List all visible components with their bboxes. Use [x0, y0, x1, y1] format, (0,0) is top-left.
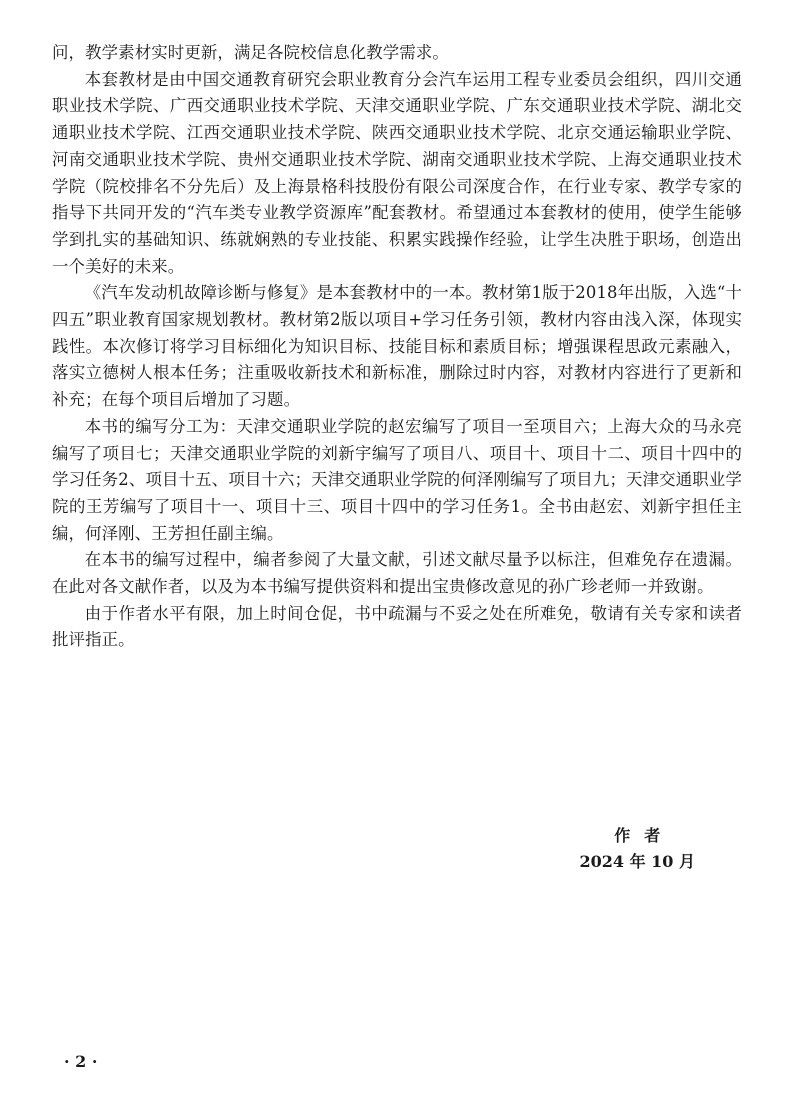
page-number: · 2 ·: [64, 1052, 98, 1071]
paragraph-closing: 由于作者水平有限，加上时间仓促，书中疏漏与不妥之处在所难免，敬请有关专家和读者批评指正。: [52, 603, 742, 650]
paragraph-author-division: 本书的编写分工为：天津交通职业学院的赵宏编写了项目一至项目六；上海大众的马永亮编写了项目七；天津交通职业学院的刘新宇编写了项目八、项目十、项目十二、项目十四中的学习任务2、项目十五、项目十六；天津交通职业学院的何泽刚编写了项目九；天津交通职业学院的王芳编写了项目十一、项目十三、项目十四中的学习任务1。全书由赵宏、刘新宇担任主编，何泽刚、王芳担任副主编。: [52, 416, 742, 543]
paragraph-book-intro: 《汽车发动机故障诊断与修复》是本套教材中的一本。教材第1版于2018年出版，入选“十四五”职业教育国家规划教材。教材第2版以项目+学习任务引领，教材内容由浅入深，体现实践性。本次修订将学习目标细化为知识目标、技能目标和素质目标；增强课程思政元素融入，落实立德树人根本任务；注重吸收新技术和新标准，删除过时内容，对教材内容进行了更新和补充；在每个项目后增加了习题。: [52, 283, 742, 410]
signature-author: 作者: [614, 826, 675, 845]
paragraph-continuation: 问，教学素材实时更新，满足各院校信息化教学需求。: [52, 43, 449, 62]
document-body: [52, 40, 742, 654]
signature-block: [579, 823, 695, 875]
paragraph-acknowledgement: 在本书的编写过程中，编者参阅了大量文献，引述文献尽量予以标注，但难免存在遗漏。在此对各文献作者，以及为本书编写提供资料和提出宝贵修改意见的孙广珍老师一并致谢。: [52, 550, 742, 597]
signature-date: 2024 年 10 月: [579, 852, 695, 871]
paragraph-textbook-series: 本套教材是由中国交通教育研究会职业教育分会汽车运用工程专业委员会组织，四川交通职业技术学院、广西交通职业技术学院、天津交通职业学院、广东交通职业技术学院、湖北交通职业技术学院、江西交通职业技术学院、陕西交通职业技术学院、北京交通运输职业学院、河南交通职业技术学院、贵州交通职业技术学院、湖南交通职业技术学院、上海交通职业技术学院（院校排名不分先后）及上海景格科技股份有限公司深度合作，在行业专家、教学专家的指导下共同开发的“汽车类专业教学资源库”配套教材。希望通过本套教材的使用，使学生能够学到扎实的基础知识、练就娴熟的专业技能、积累实践操作经验，让学生决胜于职场，创造出一个美好的未来。: [52, 69, 742, 276]
